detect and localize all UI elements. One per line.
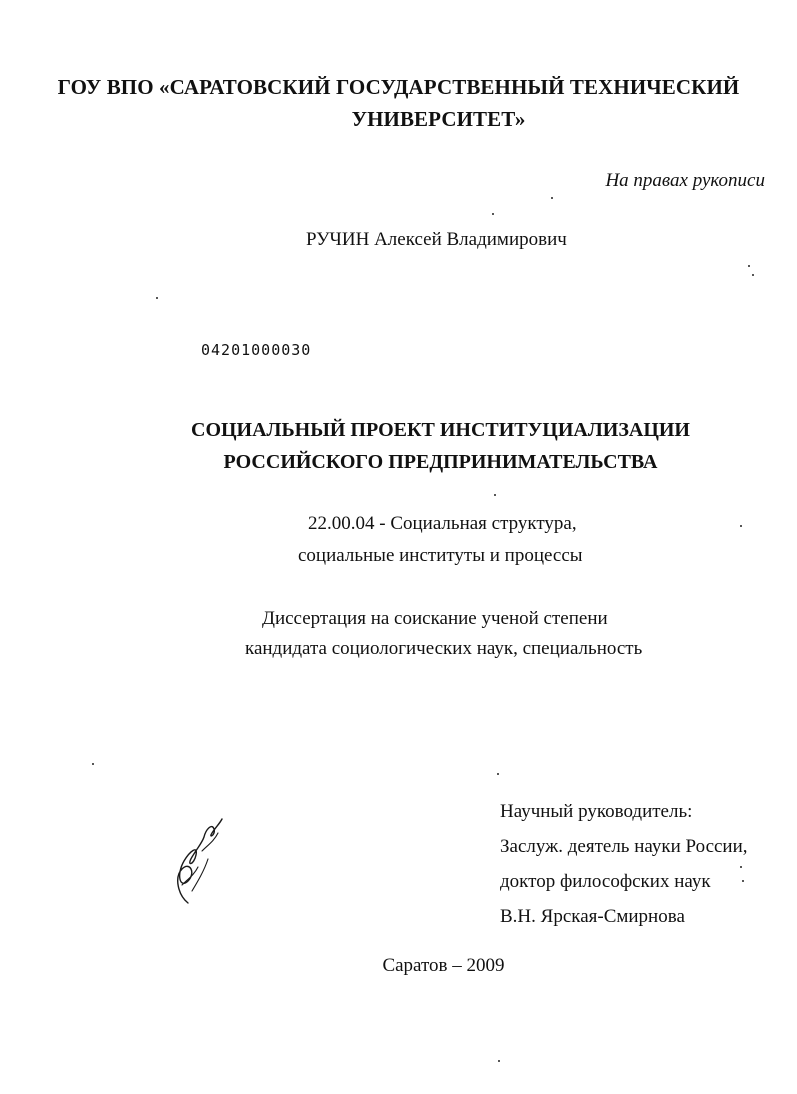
scan-speck — [740, 525, 742, 527]
supervisor-block — [500, 794, 748, 934]
supervisor-title: Заслуж. деятель науки России, — [500, 836, 748, 857]
scan-speck — [156, 297, 158, 299]
specialty-line-1: 22.00.04 - Социальная структура, — [308, 513, 577, 534]
scan-speck — [92, 763, 94, 765]
scan-speck — [740, 866, 742, 868]
manuscript-note: На правах рукописи — [605, 170, 765, 191]
scan-speck — [742, 880, 744, 882]
supervisor-degree: доктор философских наук — [500, 871, 711, 892]
institution-line-1: ГОУ ВПО «САРАТОВСКИЙ ГОСУДАРСТВЕННЫЙ ТЕХНИЧЕСКИЙ — [57, 75, 740, 99]
scan-speck — [497, 773, 499, 775]
registry-number: 04201000030 — [201, 341, 312, 359]
supervisor-label: Научный руководитель: — [500, 801, 693, 822]
author-name: РУЧИН Алексей Владимирович — [306, 229, 567, 250]
scan-speck — [494, 494, 496, 496]
dissertation-title-line-1: СОЦИАЛЬНЫЙ ПРОЕКТ ИНСТИТУЦИАЛИЗАЦИИ — [191, 419, 690, 441]
dissertation-title-line-2: РОССИЙСКОГО ПРЕДПРИНИМАТЕЛЬСТВА — [223, 451, 658, 473]
city-year: Саратов – 2009 — [382, 955, 505, 976]
scan-speck — [752, 274, 754, 276]
institution-line-2: УНИВЕРСИТЕТ» — [351, 107, 526, 131]
scan-speck — [492, 213, 494, 215]
degree-line-1: Диссертация на соискание ученой степени — [262, 608, 608, 629]
supervisor-name: В.Н. Ярская-Смирнова — [500, 906, 685, 927]
specialty-line-2: социальные институты и процессы — [298, 545, 583, 566]
signature-icon — [168, 815, 230, 911]
degree-line-2: кандидата социологических наук, специальность — [245, 638, 643, 659]
scan-speck — [498, 1060, 500, 1062]
scan-speck — [748, 265, 750, 267]
scan-speck — [551, 197, 553, 199]
